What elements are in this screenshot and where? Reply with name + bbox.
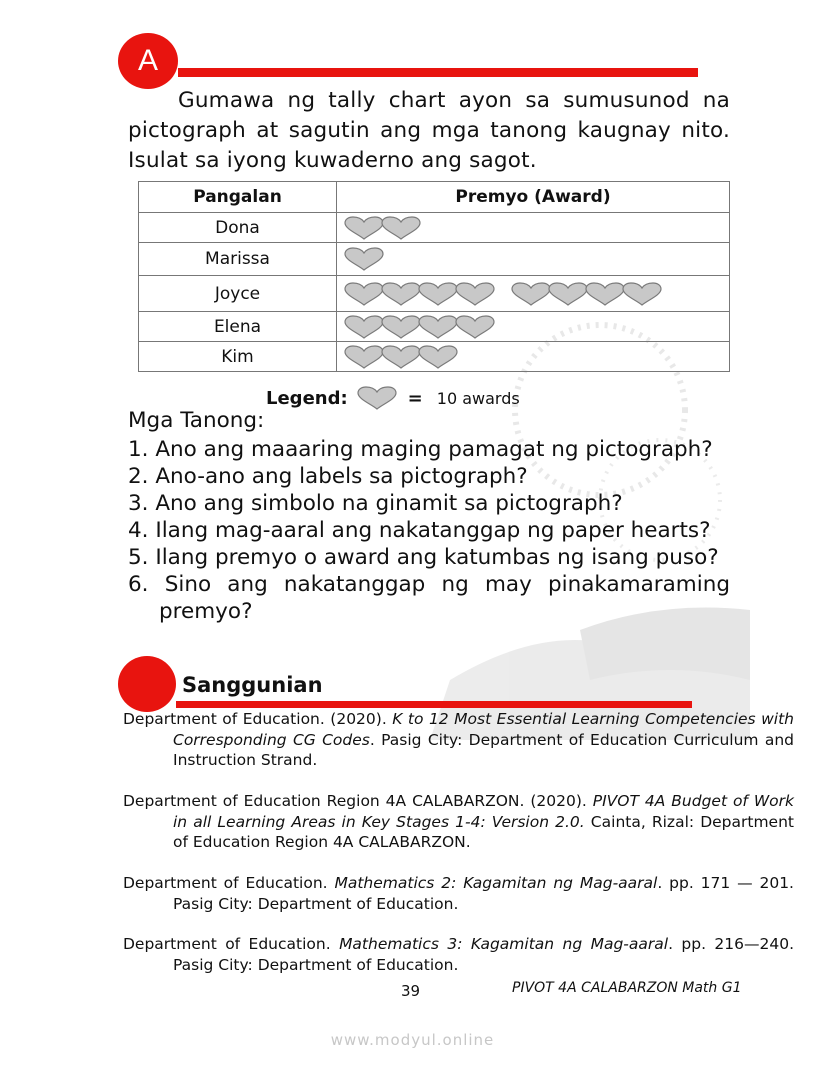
heart-icon — [621, 282, 663, 306]
legend-equals: = — [407, 387, 423, 409]
table-row — [139, 312, 730, 342]
legend-value: 10 awards — [436, 388, 520, 408]
question-item: 4. Ilang mag-aaral ang nakatanggap ng paper hearts? — [128, 518, 711, 543]
questions-list — [128, 436, 730, 625]
table-row — [139, 213, 730, 243]
table-row — [139, 342, 730, 372]
table-row — [139, 276, 730, 312]
heart-icon — [380, 315, 422, 339]
heart-icon — [380, 345, 422, 369]
heart-icon — [343, 216, 385, 240]
heart-icon — [343, 345, 385, 369]
watermark: www.modyul.online — [330, 1031, 495, 1049]
footer-title: PIVOT 4A CALABARZON Math G1 — [512, 980, 742, 996]
heart-icon — [417, 345, 459, 369]
row-hearts — [337, 276, 730, 312]
heart-icon — [417, 315, 459, 339]
section-b-divider — [176, 701, 692, 708]
section-a-badge — [118, 33, 178, 89]
reference-item: Department of Education Region 4A CALABARZON. (2020). PIVOT 4A Budget of Work in all Learning Areas in Key Stages 1-4: Version 2.0. Cainta, Rizal: Department of Education Region 4A CALABARZON. — [123, 792, 794, 851]
question-item: 3. Ano ang simbolo na ginamit sa pictograph? — [128, 491, 623, 516]
references-title: Sanggunian — [182, 673, 323, 697]
heart-icon — [454, 282, 496, 306]
section-a-letter: A — [137, 44, 158, 77]
heart-icon — [380, 216, 422, 240]
row-name: Dona — [139, 213, 337, 243]
heart-icon — [454, 315, 496, 339]
section-a-divider — [178, 68, 698, 77]
pictograph-table — [138, 181, 730, 372]
legend-label: Legend: — [266, 387, 348, 409]
question-item: 1. Ano ang maaaring maging pamagat ng pictograph? — [128, 437, 713, 462]
heart-icon — [380, 282, 422, 306]
question-item: 2. Ano-ano ang labels sa pictograph? — [128, 464, 528, 489]
row-hearts — [337, 243, 730, 276]
reference-item: Department of Education. Mathematics 2: Kagamitan ng Mag-aaral. pp. 171 — 201. Pasig City: Department of Education. — [123, 874, 794, 913]
row-hearts — [337, 312, 730, 342]
heart-icon — [510, 282, 552, 306]
section-b-badge — [118, 656, 176, 712]
table-header-row — [139, 182, 730, 213]
row-name: Joyce — [139, 276, 337, 312]
heart-icon — [343, 315, 385, 339]
legend — [266, 384, 520, 412]
heart-icon — [417, 282, 459, 306]
row-name: Kim — [139, 342, 337, 372]
heart-icon — [343, 247, 385, 271]
page-number: 39 — [401, 982, 421, 1000]
question-item: 5. Ilang premyo o award ang katumbas ng isang puso? — [128, 545, 719, 570]
header-pangalan: Pangalan — [139, 182, 337, 213]
row-name: Elena — [139, 312, 337, 342]
row-hearts — [337, 213, 730, 243]
heart-icon — [356, 386, 398, 410]
heart-icon — [584, 282, 626, 306]
table-row — [139, 243, 730, 276]
reference-item: Department of Education. (2020). K to 12 Most Essential Learning Competencies with Corresponding CG Codes. Pasig City: Department of Education Curriculum and Instruction Strand. — [123, 710, 795, 769]
heart-icon — [547, 282, 589, 306]
header-premyo: Premyo (Award) — [337, 182, 730, 213]
question-item: 6. Sino ang nakatanggap ng may pinakamaraming premyo? — [128, 572, 730, 624]
row-hearts — [337, 342, 730, 372]
questions-title: Mga Tanong: — [128, 408, 265, 433]
heart-icon — [343, 282, 385, 306]
instructions-text: Gumawa ng tally chart ayon sa sumusunod na pictograph at sagutin ang mga tanong kaugnay nito. Isulat sa iyong kuwaderno ang sagot. — [128, 88, 730, 173]
row-name: Marissa — [139, 243, 337, 276]
reference-item: Department of Education. Mathematics 3: Kagamitan ng Mag-aaral. pp. 216—240. Pasig City: Department of Education. — [123, 935, 795, 974]
